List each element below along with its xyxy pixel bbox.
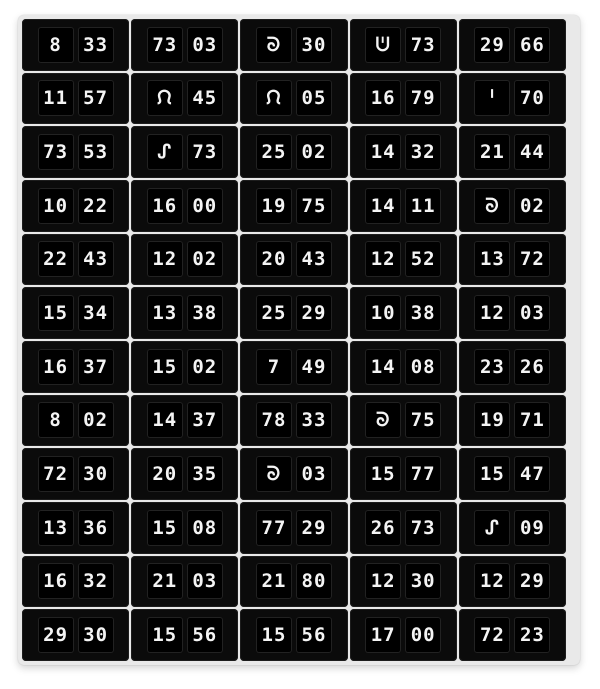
minute-digit: 03 (296, 456, 332, 492)
clock-tile (131, 395, 238, 447)
clock-tile (131, 609, 238, 661)
minute-digit: 29 (296, 510, 332, 546)
minute-digit: 43 (296, 241, 332, 277)
clock-tile (22, 73, 129, 125)
hour-digit: 14 (147, 402, 183, 438)
minute-digit: 03 (514, 295, 550, 331)
minute-digit: 00 (187, 188, 223, 224)
clock-tile (131, 126, 238, 178)
hour-digit: 12 (365, 563, 401, 599)
clock-tile (240, 502, 347, 554)
hour-digit: ᔑ (474, 510, 510, 546)
clock-tile (22, 556, 129, 608)
minute-digit: 44 (514, 134, 550, 170)
clock-tile (240, 19, 347, 71)
hour-digit: 23 (474, 349, 510, 385)
hour-digit: 25 (256, 134, 292, 170)
minute-digit: 22 (78, 188, 114, 224)
hour-digit: ᘐ (474, 188, 510, 224)
clock-tile (459, 126, 566, 178)
clock-tile (240, 126, 347, 178)
minute-digit: 09 (514, 510, 550, 546)
hour-digit: 19 (474, 402, 510, 438)
minute-digit: 56 (296, 617, 332, 653)
minute-digit: 30 (296, 27, 332, 63)
minute-digit: 33 (296, 402, 332, 438)
hour-digit: 15 (256, 617, 292, 653)
clock-tile (350, 556, 457, 608)
clock-tile (240, 234, 347, 286)
clock-tile (22, 180, 129, 232)
minute-digit: 73 (187, 134, 223, 170)
minute-digit: 72 (514, 241, 550, 277)
clock-tile (131, 341, 238, 393)
minute-digit: 70 (514, 80, 550, 116)
minute-digit: 37 (78, 349, 114, 385)
hour-digit: 78 (256, 402, 292, 438)
minute-digit: 75 (405, 402, 441, 438)
clock-tile (350, 19, 457, 71)
hour-digit: 16 (38, 349, 74, 385)
hour-digit: 22 (38, 241, 74, 277)
minute-digit: 30 (78, 617, 114, 653)
minute-digit: 26 (514, 349, 550, 385)
hour-digit: 72 (38, 456, 74, 492)
hour-digit: 7 (256, 349, 292, 385)
clock-tile (22, 341, 129, 393)
clock-tile (350, 502, 457, 554)
clock-tile (459, 287, 566, 339)
hour-digit: 12 (147, 241, 183, 277)
clock-tile (350, 287, 457, 339)
hour-digit: 16 (147, 188, 183, 224)
minute-digit: 73 (405, 510, 441, 546)
hour-digit: 29 (474, 27, 510, 63)
hour-digit: 16 (38, 563, 74, 599)
hour-digit: ᑊ (474, 80, 510, 116)
clock-tile (350, 180, 457, 232)
minute-digit: 08 (405, 349, 441, 385)
minute-digit: 02 (78, 402, 114, 438)
clock-tile (459, 609, 566, 661)
clock-tile (240, 180, 347, 232)
clock-tile (240, 448, 347, 500)
minute-digit: 75 (296, 188, 332, 224)
clock-tile (459, 73, 566, 125)
hour-digit: 26 (365, 510, 401, 546)
clock-tile (131, 448, 238, 500)
tile-grid (22, 19, 566, 661)
hour-digit: 21 (147, 563, 183, 599)
minute-digit: 37 (187, 402, 223, 438)
minute-digit: 23 (514, 617, 550, 653)
clock-tile (240, 395, 347, 447)
clock-tile (459, 341, 566, 393)
minute-digit: 32 (405, 134, 441, 170)
minute-digit: 71 (514, 402, 550, 438)
hour-digit: 21 (474, 134, 510, 170)
minute-digit: 30 (78, 456, 114, 492)
minute-digit: 35 (187, 456, 223, 492)
clock-tile (22, 234, 129, 286)
clock-tile (459, 556, 566, 608)
minute-digit: 47 (514, 456, 550, 492)
clock-tile (459, 502, 566, 554)
clock-tile (131, 234, 238, 286)
hour-digit: ᕫ (365, 27, 401, 63)
hour-digit: 10 (38, 188, 74, 224)
hour-digit: ᘐ (256, 456, 292, 492)
clock-tile (459, 180, 566, 232)
minute-digit: 53 (78, 134, 114, 170)
minute-digit: 57 (78, 80, 114, 116)
clock-tile (459, 234, 566, 286)
clock-tile (240, 341, 347, 393)
clock-tile (131, 73, 238, 125)
hour-digit: 14 (365, 188, 401, 224)
hour-digit: 8 (38, 402, 74, 438)
minute-digit: 00 (405, 617, 441, 653)
clock-tile (350, 341, 457, 393)
minute-digit: 36 (78, 510, 114, 546)
clock-tile (350, 234, 457, 286)
hour-digit: ᘐ (365, 402, 401, 438)
minute-digit: 29 (296, 295, 332, 331)
hour-digit: 12 (474, 295, 510, 331)
clock-tile (131, 180, 238, 232)
clock-tile (22, 448, 129, 500)
hour-digit: 29 (38, 617, 74, 653)
hour-digit: 15 (147, 349, 183, 385)
hour-digit: 72 (474, 617, 510, 653)
minute-digit: 34 (78, 295, 114, 331)
hour-digit: 8 (38, 27, 74, 63)
hour-digit: 13 (474, 241, 510, 277)
minute-digit: 03 (187, 563, 223, 599)
clock-tile (240, 556, 347, 608)
clock-tile (350, 126, 457, 178)
minute-digit: 45 (187, 80, 223, 116)
hour-digit: 25 (256, 295, 292, 331)
clock-tile (22, 395, 129, 447)
hour-digit: 12 (365, 241, 401, 277)
hour-digit: 73 (147, 27, 183, 63)
minute-digit: 11 (405, 188, 441, 224)
clock-tile (131, 502, 238, 554)
hour-digit: ᔑ (147, 134, 183, 170)
minute-digit: 73 (405, 27, 441, 63)
hour-digit: 15 (38, 295, 74, 331)
clock-tile (22, 19, 129, 71)
clock-tile (240, 73, 347, 125)
hour-digit: 11 (38, 80, 74, 116)
minute-digit: 03 (187, 27, 223, 63)
hour-digit: ᙁ (256, 80, 292, 116)
hour-digit: 17 (365, 617, 401, 653)
clock-tile (22, 287, 129, 339)
hour-digit: 15 (474, 456, 510, 492)
hour-digit: 13 (38, 510, 74, 546)
minute-digit: 33 (78, 27, 114, 63)
clock-tile (22, 502, 129, 554)
hour-digit: 20 (147, 456, 183, 492)
minute-digit: 56 (187, 617, 223, 653)
minute-digit: 32 (78, 563, 114, 599)
minute-digit: 30 (405, 563, 441, 599)
clock-tile (22, 609, 129, 661)
clock-tile (131, 287, 238, 339)
hour-digit: 77 (256, 510, 292, 546)
clock-tile (350, 73, 457, 125)
minute-digit: 38 (187, 295, 223, 331)
minute-digit: 38 (405, 295, 441, 331)
clock-tile (459, 395, 566, 447)
clock-tile (131, 556, 238, 608)
clock-tile (22, 126, 129, 178)
hour-digit: 19 (256, 188, 292, 224)
minute-digit: 49 (296, 349, 332, 385)
minute-digit: 02 (187, 349, 223, 385)
minute-digit: 05 (296, 80, 332, 116)
hour-digit: 10 (365, 295, 401, 331)
clock-tile (350, 609, 457, 661)
minute-digit: 66 (514, 27, 550, 63)
minute-digit: 02 (296, 134, 332, 170)
hour-digit: 15 (147, 617, 183, 653)
clock-tile (131, 19, 238, 71)
hour-digit: 12 (474, 563, 510, 599)
hour-digit: 14 (365, 134, 401, 170)
minute-digit: 43 (78, 241, 114, 277)
clock-tile (350, 395, 457, 447)
hour-digit: 16 (365, 80, 401, 116)
minute-digit: 29 (514, 563, 550, 599)
hour-digit: 15 (147, 510, 183, 546)
hour-digit: 14 (365, 349, 401, 385)
clock-board (18, 15, 580, 665)
minute-digit: 80 (296, 563, 332, 599)
clock-tile (240, 287, 347, 339)
hour-digit: ᙁ (147, 80, 183, 116)
minute-digit: 79 (405, 80, 441, 116)
clock-tile (240, 609, 347, 661)
hour-digit: 21 (256, 563, 292, 599)
hour-digit: 20 (256, 241, 292, 277)
hour-digit: 73 (38, 134, 74, 170)
minute-digit: 52 (405, 241, 441, 277)
hour-digit: 15 (365, 456, 401, 492)
minute-digit: 02 (514, 188, 550, 224)
minute-digit: 77 (405, 456, 441, 492)
minute-digit: 02 (187, 241, 223, 277)
minute-digit: 08 (187, 510, 223, 546)
hour-digit: 13 (147, 295, 183, 331)
clock-tile (459, 19, 566, 71)
clock-tile (459, 448, 566, 500)
hour-digit: ᘐ (256, 27, 292, 63)
clock-tile (350, 448, 457, 500)
